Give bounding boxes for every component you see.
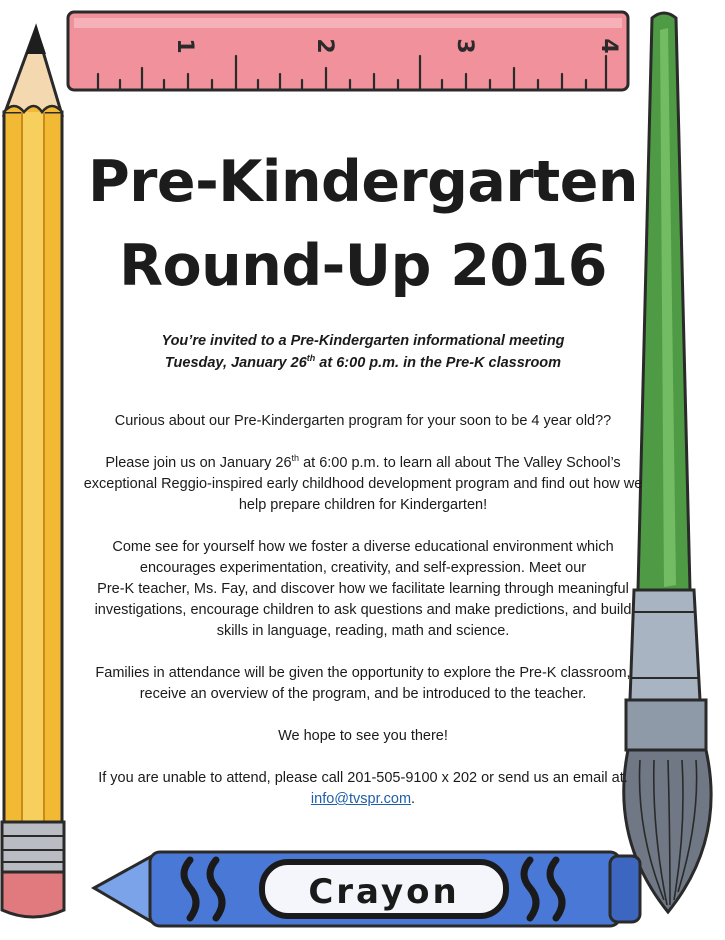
invite-date-suffix: th xyxy=(306,353,316,364)
title-line-2: Round-Up 2016 xyxy=(119,233,607,299)
contact-period: . xyxy=(411,791,416,807)
join-date-suffix: th xyxy=(291,453,300,464)
come-see-part-1: Come see for yourself how we foster a diverse educational environment which encourages experimentation, creativity, and self-expression. Meet our xyxy=(112,539,614,576)
paragraph-join xyxy=(82,453,644,516)
email-link[interactable]: info@tvspr.com xyxy=(310,791,412,807)
ruler-mark-4: 4 xyxy=(596,38,621,54)
crayon-label: Crayon xyxy=(308,872,460,912)
ruler-mark-2: 2 xyxy=(312,38,337,54)
paragraph-contact xyxy=(82,768,644,810)
paragraph-come-see xyxy=(82,537,644,642)
title-line-1: Pre-Kindergarten xyxy=(88,149,638,215)
join-details: at 6:00 p.m. to learn all about The Valley School’s exceptional Reggio-inspired early childhood development program and find out how we help prepare children for Kindergarten! xyxy=(83,455,643,513)
invite-line-1: You’re invited to a Pre-Kindergarten informational meeting xyxy=(161,333,565,349)
flyer-content xyxy=(82,140,644,810)
invitation-subheading xyxy=(82,330,644,374)
paragraph-hope: We hope to see you there! xyxy=(278,728,448,744)
invite-date: Tuesday, January 26 xyxy=(164,355,307,371)
paragraph-curious: Curious about our Pre-Kindergarten program for your soon to be 4 year old?? xyxy=(114,413,612,429)
ruler-illustration xyxy=(68,12,628,90)
crayon-illustration xyxy=(94,852,640,926)
invite-line-2 xyxy=(82,352,644,374)
paragraph-families: Families in attendance will be given the opportunity to explore the Pre-K classroom, receive an overview of the program, and be introduced to the teacher. xyxy=(95,665,631,702)
ruler-mark-3: 3 xyxy=(452,38,477,54)
invite-time-location: at 6:00 p.m. in the Pre-K classroom xyxy=(315,355,562,371)
pencil-illustration xyxy=(2,24,64,917)
flyer-title xyxy=(82,140,644,308)
come-see-part-2: Pre-K teacher, Ms. Fay, and discover how we facilitate learning through meaningful investigations, encourage children to ask questions and make predictions, and build skills in language, reading, math and science. xyxy=(94,581,632,639)
join-date: Please join us on January 26 xyxy=(105,455,292,471)
contact-text: If you are unable to attend, please call 201-505-9100 x 202 or send us an email at. xyxy=(98,770,628,786)
ruler-mark-1: 1 xyxy=(172,38,197,54)
